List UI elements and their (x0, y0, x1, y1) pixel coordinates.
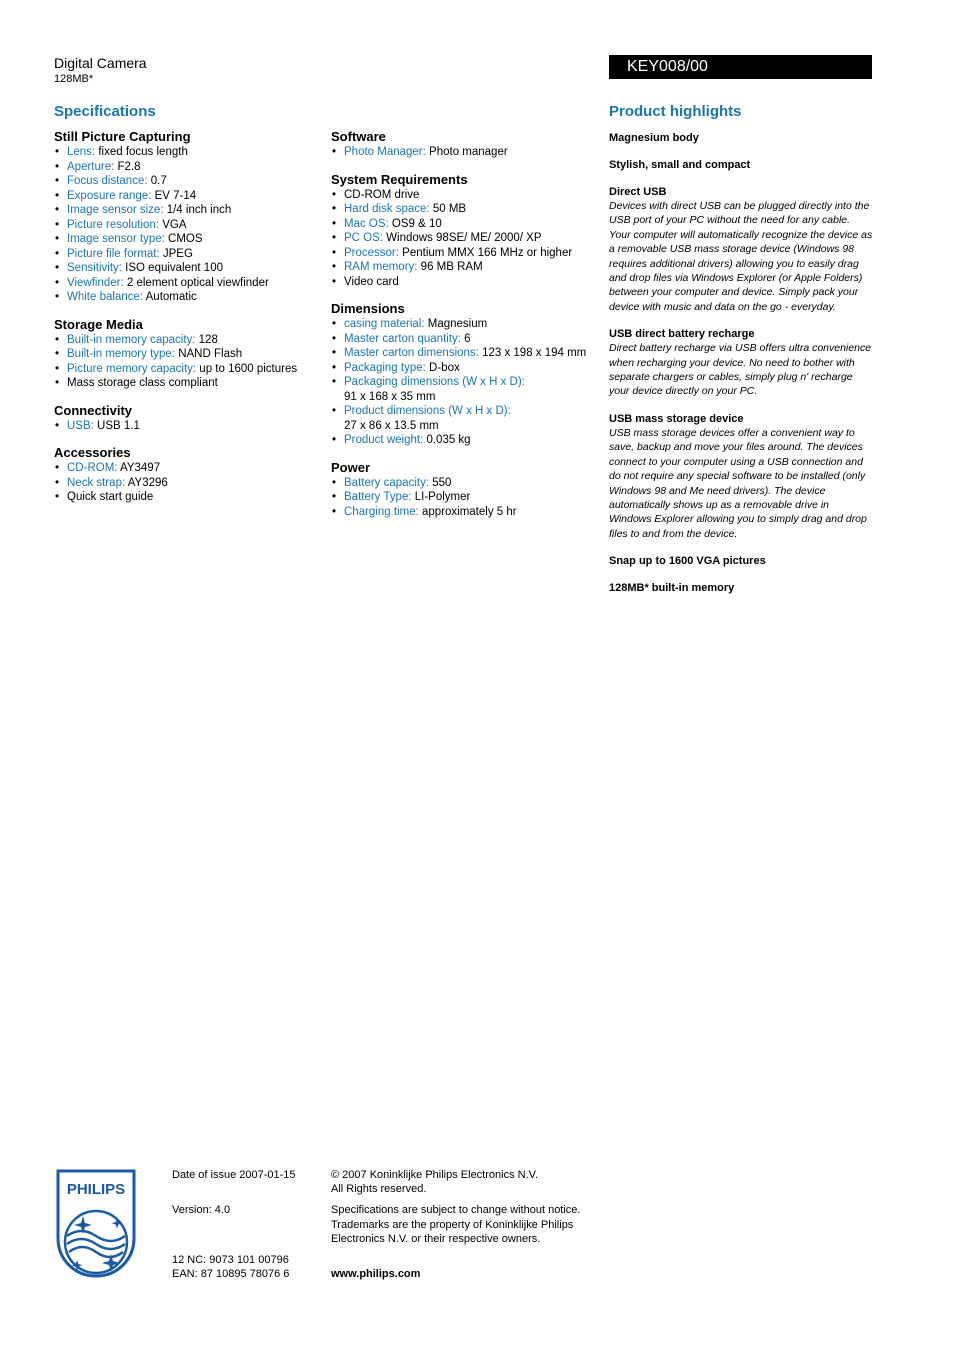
spec-item (54, 218, 324, 233)
spec-section-title: System Requirements (331, 171, 468, 187)
spec-item (331, 317, 601, 332)
spec-label: Neck strap: (67, 476, 126, 489)
spec-list (331, 188, 601, 290)
spec-item (54, 189, 324, 204)
spec-label: Aperture: (67, 160, 115, 173)
spec-value: CD-ROM drive (344, 188, 420, 201)
spec-value: 1/4 inch inch (163, 204, 232, 216)
spec-label: Sensitivity: (67, 262, 122, 274)
disclaimer-line-3: Electronics N.V. or their respective owners. (331, 1233, 541, 1245)
spec-value: Video card (344, 275, 399, 288)
spec-value: up to 1600 pictures (196, 362, 298, 375)
spec-value: ISO equivalent 100 (121, 262, 223, 274)
product-type: Digital Camera (54, 55, 147, 71)
spec-item (54, 290, 324, 305)
spec-item (54, 145, 324, 160)
spec-value: F2.8 (114, 160, 141, 173)
spec-item (54, 461, 324, 476)
spec-label: Built-in memory type: (67, 348, 176, 360)
spec-value: 0.7 (147, 175, 167, 187)
spec-item (54, 261, 324, 276)
spec-value: Photo manager (425, 146, 508, 158)
spec-item (54, 376, 324, 391)
spec-label: Product weight: (344, 434, 424, 446)
spec-section (54, 129, 324, 305)
highlight-item (609, 131, 874, 145)
spec-label: Focus distance: (67, 175, 148, 187)
spec-label: PC OS: (344, 232, 383, 244)
spec-item (331, 346, 601, 361)
spec-section (54, 317, 324, 391)
spec-item (54, 160, 324, 175)
spec-label: Picture memory capacity: (67, 362, 197, 375)
highlight-title: Stylish, small and compact (609, 159, 751, 171)
spec-item (54, 419, 324, 434)
spec-value: 128 (195, 333, 218, 346)
spec-section-title: Storage Media (54, 316, 143, 332)
spec-item (331, 246, 601, 261)
spec-item (331, 188, 601, 203)
spec-label: RAM memory: (344, 261, 418, 273)
date-of-issue: Date of issue 2007-01-15 (172, 1169, 296, 1181)
nc-code: 12 NC: 9073 101 00796 (172, 1254, 289, 1266)
product-highlights-list (609, 131, 874, 608)
spec-section (331, 129, 601, 160)
spec-label: Mac OS: (344, 217, 389, 230)
spec-item (54, 490, 324, 505)
spec-value: 0.035 kg (423, 434, 471, 446)
spec-label: Master carton dimensions: (344, 347, 479, 359)
spec-label: Master carton quantity: (344, 332, 461, 345)
spec-value: AY3296 (125, 476, 168, 489)
highlight-item (609, 412, 874, 541)
spec-item (54, 203, 324, 218)
spec-item (331, 275, 601, 290)
spec-section-title: Accessories (54, 445, 131, 460)
spec-label: casing material: (344, 318, 425, 330)
spec-section (331, 172, 601, 290)
spec-label: CD-ROM: (67, 462, 118, 474)
spec-section (54, 403, 324, 434)
spec-item (331, 476, 601, 491)
spec-value: Automatic (143, 291, 197, 303)
spec-list (54, 419, 324, 434)
spec-section-title: Software (331, 129, 386, 144)
spec-item (331, 231, 601, 246)
highlight-item (609, 158, 874, 172)
highlight-title: Direct USB (609, 186, 667, 198)
spec-item (331, 375, 601, 404)
philips-logo-text: PHILIPS (66, 1181, 126, 1198)
highlight-item (609, 185, 874, 314)
spec-label: Packaging dimensions (W x H x D): (344, 376, 525, 388)
spec-value: VGA (159, 218, 187, 231)
spec-value: EV 7-14 (151, 189, 197, 202)
highlight-title: USB mass storage device (609, 412, 744, 425)
disclaimer-line-2: Trademarks are the property of Koninklijke Philips (331, 1219, 574, 1231)
spec-value: OS9 & 10 (388, 217, 442, 230)
spec-label: Built-in memory capacity: (67, 333, 196, 346)
spec-item (54, 476, 324, 491)
spec-label: Product dimensions (W x H x D): (344, 405, 511, 417)
spec-label: Image sensor size: (67, 204, 164, 216)
spec-label: Viewfinder: (67, 276, 124, 289)
spec-section (54, 445, 324, 505)
spec-item (54, 333, 324, 348)
spec-section (331, 301, 601, 448)
spec-label: Picture file format: (67, 247, 160, 260)
spec-item (331, 202, 601, 217)
spec-label: White balance: (67, 291, 144, 303)
copyright-line-2: All Rights reserved. (331, 1183, 427, 1195)
philips-website-link[interactable]: www.philips.com (331, 1268, 421, 1280)
spec-section (331, 460, 601, 520)
highlight-title: USB direct battery recharge (609, 328, 755, 341)
spec-value: fixed focus length (95, 146, 188, 158)
spec-label: Photo Manager: (344, 146, 426, 158)
spec-value: 91 x 168 x 35 mm (344, 390, 436, 403)
spec-item (331, 433, 601, 448)
spec-label: Charging time: (344, 505, 419, 518)
spec-label: Lens: (67, 146, 96, 158)
spec-item (54, 347, 324, 362)
specifications-heading: Specifications (54, 103, 156, 120)
model-number-bar: KEY008/00 (609, 55, 872, 79)
spec-item (331, 404, 601, 433)
spec-label: USB: (67, 419, 94, 432)
spec-value: Windows 98SE/ ME/ 2000/ XP (382, 232, 542, 244)
spec-section-title: Power (331, 459, 371, 475)
spec-label: Processor: (344, 246, 399, 259)
version: Version: 4.0 (172, 1204, 231, 1216)
spec-value: Quick start guide (67, 491, 154, 503)
copyright-line-1: © 2007 Koninklijke Philips Electronics N.V. (331, 1169, 539, 1181)
spec-label: Exposure range: (67, 189, 152, 202)
spec-list (331, 476, 601, 520)
spec-value: 2 element optical viewfinder (123, 276, 269, 289)
spec-item (54, 232, 324, 247)
highlight-item (609, 554, 874, 568)
spec-value: Magnesium (424, 318, 488, 330)
product-capacity: 128MB* (54, 73, 94, 85)
spec-item (331, 260, 601, 275)
spec-value: JPEG (159, 247, 193, 260)
spec-list (54, 333, 324, 391)
spec-value: approximately 5 hr (418, 505, 517, 518)
spec-item (54, 174, 324, 189)
spec-value: 6 (460, 332, 471, 345)
spec-value: 550 (429, 476, 452, 489)
spec-label: Packaging type: (344, 361, 426, 374)
highlight-description: Devices with direct USB can be plugged directly into the USB port of your PC without the need for any cable. Your computer will automatically recognize the device as a removable USB mass storage device (Windows 98 requires additional drivers) allowing you to easily drag and drop files via Windows Explorer (or Apple Folders) between your computer and device. Simply pack your device with music and data on the go - everyday. (609, 200, 873, 313)
spec-item (331, 361, 601, 376)
spec-value: 50 MB (429, 203, 467, 215)
spec-item (331, 490, 601, 505)
specifications-column-left (54, 129, 324, 517)
specifications-column-right (331, 129, 601, 531)
spec-label: Picture resolution: (67, 218, 160, 231)
spec-item (54, 362, 324, 377)
spec-item (54, 276, 324, 291)
spec-value: 27 x 86 x 13.5 mm (344, 419, 439, 432)
spec-value: D-box (425, 361, 460, 374)
highlight-title: 128MB* built-in memory (609, 582, 735, 595)
spec-label: Battery Type: (344, 491, 412, 503)
spec-section-title: Still Picture Capturing (54, 129, 191, 144)
spec-section-title: Connectivity (54, 402, 133, 418)
spec-list (54, 145, 324, 305)
spec-value: 96 MB RAM (417, 261, 483, 273)
spec-list (331, 317, 601, 448)
spec-list (331, 145, 601, 160)
spec-item (331, 332, 601, 347)
spec-value: CMOS (164, 233, 203, 245)
spec-item (331, 217, 601, 232)
spec-section-title: Dimensions (331, 301, 405, 316)
highlight-title: Magnesium body (609, 132, 699, 144)
spec-item (331, 145, 601, 160)
highlight-item (609, 581, 874, 595)
spec-label: Battery capacity: (344, 476, 430, 489)
spec-list (54, 461, 324, 505)
highlight-title: Snap up to 1600 VGA pictures (609, 555, 766, 568)
spec-value: USB 1.1 (93, 419, 140, 432)
philips-shield-logo (55, 1168, 137, 1280)
spec-value: AY3497 (117, 462, 161, 474)
highlight-description: Direct battery recharge via USB offers ultra convenience when recharging your device. No need to bother with separate chargers or cables, simply plug n' recharge your device directly on your PC. (609, 342, 872, 398)
ean-code: EAN: 87 10895 78076 6 (172, 1268, 290, 1280)
spec-item (54, 247, 324, 262)
spec-value: Mass storage class compliant (67, 377, 218, 389)
highlight-description: USB mass storage devices offer a convenient way to save, backup and move your files around. The devices connect to your computer using a USB connection and do not require any special software to be installed (only Windows 98 and Me need drivers). The device automatically shows up as a removable drive in Windows Explorer allowing you to simply drag and drop files to and from the device. (609, 426, 867, 540)
spec-value: 123 x 198 x 194 mm (478, 347, 587, 359)
disclaimer-line-1: Specifications are subject to change without notice. (331, 1204, 581, 1216)
spec-label: Image sensor type: (67, 233, 165, 245)
spec-item (331, 505, 601, 520)
spec-value: NAND Flash (175, 348, 243, 360)
product-highlights-heading: Product highlights (609, 103, 742, 120)
spec-value: Pentium MMX 166 MHz or higher (398, 246, 573, 259)
spec-label: Hard disk space: (344, 203, 430, 215)
highlight-item (609, 327, 874, 399)
spec-value: LI-Polymer (411, 491, 471, 503)
